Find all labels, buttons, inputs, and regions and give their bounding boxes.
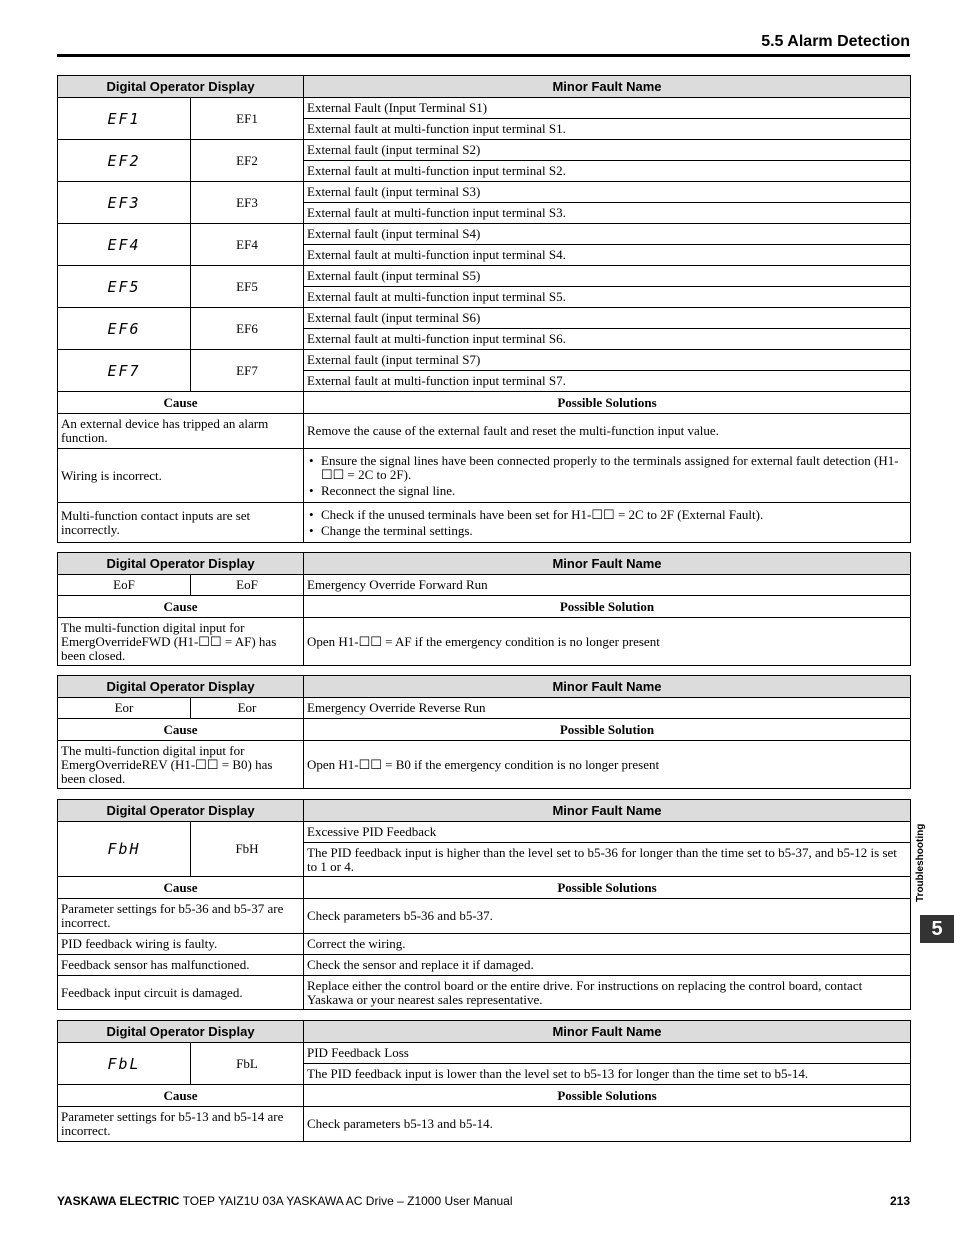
cause-cell: Parameter settings for b5-13 and b5-14 are incorrect. [58, 1107, 304, 1142]
segment-display: EF7 [58, 350, 191, 392]
cause-cell: Feedback sensor has malfunctioned. [58, 955, 304, 976]
chapter-tab-label: Troubleshooting [915, 823, 926, 902]
fault-name: PID Feedback Loss [304, 1043, 911, 1064]
cause-cell: Multi-function contact inputs are set incorrectly. [58, 503, 304, 543]
segment-display: FbH [58, 822, 191, 877]
cause-cell: Parameter settings for b5-36 and b5-37 are incorrect. [58, 899, 304, 934]
fault-code: EoF [191, 575, 304, 596]
fault-description: External fault at multi-function input terminal S5. [304, 287, 911, 308]
solution-bullet: • Change the terminal settings. [307, 524, 907, 538]
solution-bullet: • Ensure the signal lines have been connected properly to the terminals assigned for external fault detection (H1-☐☐ = 2C to 2F). [307, 454, 907, 482]
solution-cell [304, 449, 911, 503]
segment-display: EF3 [58, 182, 191, 224]
cause-cell: PID feedback wiring is faulty. [58, 934, 304, 955]
cause-cell: Feedback input circuit is damaged. [58, 976, 304, 1010]
col-cause-header: Cause [58, 1085, 304, 1107]
fault-code: FbL [191, 1043, 304, 1085]
segment-display: EF2 [58, 140, 191, 182]
cause-cell: The multi-function digital input for EmergOverrideREV (H1-☐☐ = B0) has been closed. [58, 741, 304, 789]
col-display-header: Digital Operator Display [58, 553, 304, 575]
footer-doc-title: TOEP YAIZ1U 03A YASKAWA AC Drive – Z1000 User Manual [179, 1194, 513, 1208]
segment-display: EF1 [58, 98, 191, 140]
header-rule [57, 54, 910, 57]
fault-description: External fault at multi-function input terminal S4. [304, 245, 911, 266]
fault-code: EF1 [191, 98, 304, 140]
col-display-header: Digital Operator Display [58, 76, 304, 98]
solution-cell: Correct the wiring. [304, 934, 911, 955]
segment-display: FbL [58, 1043, 191, 1085]
fault-name: External fault (input terminal S6) [304, 308, 911, 329]
footer-doc-info [57, 1194, 513, 1208]
solution-cell: Check parameters b5-13 and b5-14. [304, 1107, 911, 1142]
cause-cell: An external device has tripped an alarm function. [58, 414, 304, 449]
fault-name: Excessive PID Feedback [304, 822, 911, 843]
fault-code: EF5 [191, 266, 304, 308]
footer-brand: YASKAWA ELECTRIC [57, 1194, 180, 1208]
col-solutions-header: Possible Solutions [304, 1085, 911, 1107]
eof-fault-table [57, 552, 911, 666]
solution-cell [304, 503, 911, 543]
fault-name: Emergency Override Reverse Run [304, 698, 911, 719]
fault-code: EF2 [191, 140, 304, 182]
col-cause-header: Cause [58, 877, 304, 899]
col-cause-header: Cause [58, 392, 304, 414]
fault-description: External fault at multi-function input terminal S1. [304, 119, 911, 140]
col-solution-header: Possible Solution [304, 719, 911, 741]
solution-bullet: • Check if the unused terminals have been set for H1-☐☐ = 2C to 2F (External Fault). [307, 508, 907, 522]
fault-name: External fault (input terminal S3) [304, 182, 911, 203]
col-minor-header: Minor Fault Name [304, 676, 911, 698]
chapter-tab-number: 5 [920, 915, 954, 943]
fault-code: EF7 [191, 350, 304, 392]
fault-name: External fault (input terminal S5) [304, 266, 911, 287]
fbl-fault-table [57, 1020, 911, 1142]
col-display-header: Digital Operator Display [58, 676, 304, 698]
fault-description: The PID feedback input is lower than the level set to b5-13 for longer than the time set to b5-14. [304, 1064, 911, 1085]
fault-code: EF4 [191, 224, 304, 266]
col-minor-header: Minor Fault Name [304, 1021, 911, 1043]
fault-description: External fault at multi-function input terminal S6. [304, 329, 911, 350]
col-solution-header: Possible Solution [304, 596, 911, 618]
section-title: 5.5 Alarm Detection [761, 33, 910, 50]
segment-display: Eor [58, 698, 191, 719]
col-solutions-header: Possible Solutions [304, 392, 911, 414]
fault-code: FbH [191, 822, 304, 877]
fault-name: Emergency Override Forward Run [304, 575, 911, 596]
fault-name: External fault (input terminal S7) [304, 350, 911, 371]
solution-cell: Open H1-☐☐ = B0 if the emergency condition is no longer present [304, 741, 911, 789]
fault-name: External fault (input terminal S2) [304, 140, 911, 161]
col-minor-header: Minor Fault Name [304, 800, 911, 822]
solution-cell: Check parameters b5-36 and b5-37. [304, 899, 911, 934]
solution-bullet: • Reconnect the signal line. [307, 484, 907, 498]
solution-cell: Open H1-☐☐ = AF if the emergency condition is no longer present [304, 618, 911, 666]
fault-description: External fault at multi-function input terminal S3. [304, 203, 911, 224]
col-display-header: Digital Operator Display [58, 800, 304, 822]
col-display-header: Digital Operator Display [58, 1021, 304, 1043]
col-minor-header: Minor Fault Name [304, 553, 911, 575]
fault-description: External fault at multi-function input terminal S2. [304, 161, 911, 182]
solution-cell: Remove the cause of the external fault and reset the multi-function input value. [304, 414, 911, 449]
page-number: 213 [889, 1194, 910, 1208]
solution-cell: Check the sensor and replace it if damaged. [304, 955, 911, 976]
segment-display: EF4 [58, 224, 191, 266]
col-cause-header: Cause [58, 596, 304, 618]
fault-code: Eor [191, 698, 304, 719]
col-cause-header: Cause [58, 719, 304, 741]
fault-name: External fault (input terminal S4) [304, 224, 911, 245]
fault-description: The PID feedback input is higher than the level set to b5-36 for longer than the time set to b5-37, and b5-12 is set to 1 or 4. [304, 843, 911, 877]
fbh-fault-table [57, 799, 911, 1010]
fault-name: External Fault (Input Terminal S1) [304, 98, 911, 119]
segment-display: EoF [58, 575, 191, 596]
segment-display: EF5 [58, 266, 191, 308]
col-minor-header: Minor Fault Name [304, 76, 911, 98]
col-solutions-header: Possible Solutions [304, 877, 911, 899]
ef-fault-table [57, 75, 911, 543]
fault-code: EF6 [191, 308, 304, 350]
eor-fault-table [57, 675, 911, 789]
solution-cell: Replace either the control board or the entire drive. For instructions on replacing the control board, contact Yaskawa or your nearest sales representative. [304, 976, 911, 1010]
cause-cell: Wiring is incorrect. [58, 449, 304, 503]
segment-display: EF6 [58, 308, 191, 350]
cause-cell: The multi-function digital input for EmergOverrideFWD (H1-☐☐ = AF) has been closed. [58, 618, 304, 666]
fault-code: EF3 [191, 182, 304, 224]
fault-description: External fault at multi-function input terminal S7. [304, 371, 911, 392]
